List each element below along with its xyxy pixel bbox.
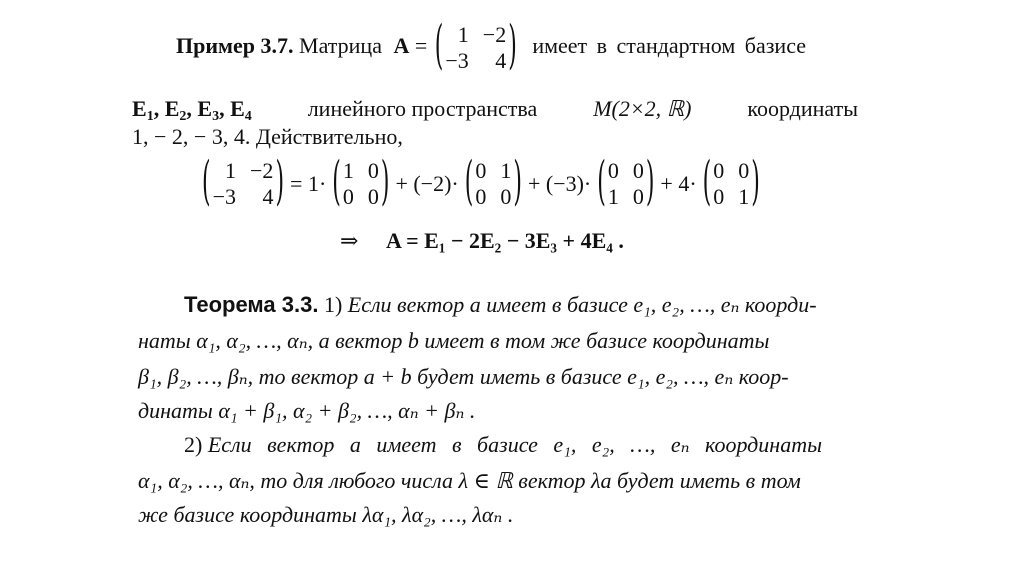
part1-number: 1) bbox=[323, 292, 343, 317]
term1-coef: = 1· bbox=[290, 171, 327, 196]
e3-matrix: ( 0 0 1 0 ) bbox=[597, 152, 655, 213]
example-intro: Матрица bbox=[299, 33, 382, 59]
coordinates: 1, − 2, − 3, 4 bbox=[132, 124, 245, 149]
theorem-text-line2: наты α₁, α₂, …, αₙ, а вектор b имеет в том же базисе координаты bbox=[138, 328, 770, 353]
theorem-text-line7: же базисе координаты λα₁, λα₂, …, λαₙ . bbox=[138, 502, 514, 527]
theorem-text-line6: α₁, α₂, …, αₙ, то для любого числа λ ∈ ℝ вектор λa будет иметь в том bbox=[138, 468, 801, 493]
matrix-a: ( 1 −2 −3 4 ) bbox=[434, 16, 517, 77]
term4-coef: + 4· bbox=[660, 171, 697, 196]
example-second-line bbox=[132, 96, 858, 122]
theorem-title: Теорема 3.3. bbox=[184, 292, 319, 317]
theorem-text-line4: динаты α₁ + β₁, α₂ + β₂, …, αₙ + βₙ . bbox=[138, 398, 476, 423]
example-text2: линейного пространства bbox=[307, 96, 538, 121]
theorem-line1 bbox=[184, 292, 817, 318]
example-text3: координаты bbox=[747, 96, 858, 121]
part2-number: 2) bbox=[184, 432, 203, 457]
term3-coef: + (−3)· bbox=[527, 171, 592, 196]
e2-matrix: ( 0 1 0 0 ) bbox=[464, 152, 522, 213]
lhs-matrix: ( 1 −2 −3 4 ) bbox=[202, 152, 285, 213]
matrix-equation bbox=[200, 152, 762, 213]
e4-matrix: ( 0 0 0 1 ) bbox=[702, 152, 760, 213]
basis-list: $E_1$, $E_2$, $E_3$, $E_4$ bbox=[132, 96, 252, 124]
equals-sign: = bbox=[414, 33, 428, 59]
implication-line bbox=[340, 228, 624, 254]
e1-matrix: ( 1 0 0 0 ) bbox=[332, 152, 390, 213]
example-text1: имеет в стандартном базисе bbox=[532, 33, 807, 59]
example-third-line bbox=[132, 124, 403, 150]
space-notation: M(2×2, ℝ) bbox=[593, 96, 692, 121]
theorem-text-line3: β₁, β₂, …, βₙ, то вектор a + b будет иметь в базисе e₁, e₂, …, eₙ коор- bbox=[138, 364, 789, 389]
example-title: Пример 3.7. bbox=[176, 33, 294, 59]
result-expression: A = E₁ − 2E₂ − 3E₃ + 4E₄ . bbox=[385, 228, 624, 253]
example-first-line bbox=[176, 16, 807, 77]
term2-coef: + (−2)· bbox=[395, 171, 459, 196]
theorem-text-line5: Если вектор a имеет в базисе e₁, e₂, …, eₙ координаты bbox=[207, 432, 822, 457]
theorem-text-line1: Если вектор a имеет в базисе e₁, e₂, …, eₙ коорди- bbox=[347, 292, 817, 317]
indeed-text: . Действительно, bbox=[244, 124, 403, 149]
theorem-line5 bbox=[184, 432, 822, 458]
implies-icon: ⇒ bbox=[340, 228, 359, 253]
matrix-symbol: A bbox=[393, 33, 410, 59]
